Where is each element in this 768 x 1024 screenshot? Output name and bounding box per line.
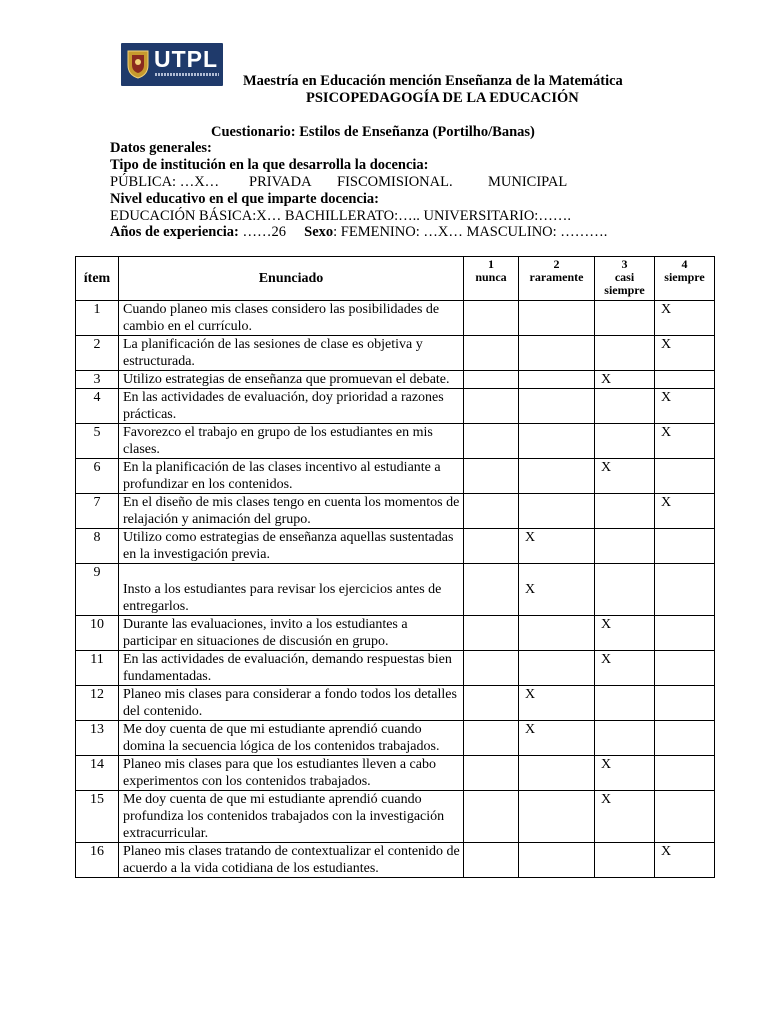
table-row bbox=[76, 371, 715, 389]
answer-cell-2 bbox=[519, 651, 595, 686]
item-number: 9 bbox=[76, 564, 119, 616]
header-col-4-number: 4 bbox=[681, 257, 688, 271]
header-col-4 bbox=[655, 257, 715, 301]
item-statement: Cuando planeo mis clases considero las posibilidades de cambio en el currículo. bbox=[119, 301, 464, 336]
answer-cell-4: X bbox=[655, 494, 715, 529]
sex-label: Sexo bbox=[304, 224, 334, 240]
header-course-title: PSICOPEDAGOGÍA DE LA EDUCACIÓN bbox=[306, 90, 579, 106]
item-number: 6 bbox=[76, 459, 119, 494]
answer-cell-3: X bbox=[595, 616, 655, 651]
answer-cell-1 bbox=[464, 389, 519, 424]
table-row bbox=[76, 389, 715, 424]
item-statement: Favorezco el trabajo en grupo de los estudiantes en mis clases. bbox=[119, 424, 464, 459]
answer-cell-1 bbox=[464, 564, 519, 616]
table-row bbox=[76, 424, 715, 459]
utpl-logo bbox=[121, 43, 223, 86]
item-number: 12 bbox=[76, 686, 119, 721]
header-item: ítem bbox=[76, 257, 119, 301]
answer-cell-4 bbox=[655, 371, 715, 389]
answer-cell-4: X bbox=[655, 424, 715, 459]
education-level-values: EDUCACIÓN BÁSICA:X… BACHILLERATO:….. UNIVERSITARIO:……. bbox=[110, 208, 571, 224]
institution-type-heading: Tipo de institución en la que desarrolla la docencia: bbox=[110, 157, 429, 173]
header-col-2-label: raramente bbox=[529, 270, 584, 284]
answer-cell-2 bbox=[519, 301, 595, 336]
answer-cell-1 bbox=[464, 616, 519, 651]
institution-privada: PRIVADA bbox=[249, 174, 312, 190]
answer-cell-3 bbox=[595, 843, 655, 878]
table-row bbox=[76, 651, 715, 686]
questionnaire-table bbox=[75, 256, 715, 878]
answer-cell-1 bbox=[464, 791, 519, 843]
answer-cell-4 bbox=[655, 459, 715, 494]
item-statement: En las actividades de evaluación, doy prioridad a razones prácticas. bbox=[119, 389, 464, 424]
answer-cell-4 bbox=[655, 651, 715, 686]
answer-cell-2 bbox=[519, 371, 595, 389]
answer-cell-3 bbox=[595, 424, 655, 459]
table-header-row bbox=[76, 257, 715, 301]
answer-cell-1 bbox=[464, 529, 519, 564]
item-number: 11 bbox=[76, 651, 119, 686]
item-statement: Me doy cuenta de que mi estudiante aprendió cuando profundiza los contenidos trabajados con la investigación extracurricular. bbox=[119, 791, 464, 843]
answer-cell-2 bbox=[519, 389, 595, 424]
experience-label: Años de experiencia: bbox=[110, 224, 239, 240]
answer-cell-4 bbox=[655, 756, 715, 791]
item-statement: Planeo mis clases para considerar a fondo todos los detalles del contenido. bbox=[119, 686, 464, 721]
answer-cell-3 bbox=[595, 721, 655, 756]
answer-cell-2: X bbox=[519, 686, 595, 721]
item-number: 14 bbox=[76, 756, 119, 791]
answer-cell-2: X bbox=[519, 564, 595, 616]
header-statement: Enunciado bbox=[119, 257, 464, 301]
item-number: 8 bbox=[76, 529, 119, 564]
item-number: 2 bbox=[76, 336, 119, 371]
answer-cell-3 bbox=[595, 389, 655, 424]
answer-cell-3 bbox=[595, 529, 655, 564]
general-data-heading: Datos generales: bbox=[110, 140, 212, 156]
answer-cell-4 bbox=[655, 721, 715, 756]
answer-cell-1 bbox=[464, 721, 519, 756]
answer-cell-3: X bbox=[595, 756, 655, 791]
logo-text: UTPL bbox=[154, 46, 219, 72]
header-col-3-number: 3 bbox=[621, 257, 628, 271]
item-statement: Planeo mis clases tratando de contextualizar el contenido de acuerdo a la vida cotidiana de los estudiantes. bbox=[119, 843, 464, 878]
answer-cell-1 bbox=[464, 371, 519, 389]
header-col-1-number: 1 bbox=[488, 257, 494, 271]
answer-cell-3 bbox=[595, 494, 655, 529]
answer-cell-2 bbox=[519, 616, 595, 651]
questionnaire-title: Cuestionario: Estilos de Enseñanza (Portilho/Banas) bbox=[211, 124, 535, 140]
table-row bbox=[76, 494, 715, 529]
answer-cell-1 bbox=[464, 424, 519, 459]
answer-cell-4: X bbox=[655, 336, 715, 371]
answer-cell-2 bbox=[519, 336, 595, 371]
item-statement: Utilizo estrategias de enseñanza que promuevan el debate. bbox=[119, 371, 464, 389]
answer-cell-1 bbox=[464, 686, 519, 721]
answer-cell-1 bbox=[464, 843, 519, 878]
answer-cell-2: X bbox=[519, 529, 595, 564]
item-number: 10 bbox=[76, 616, 119, 651]
experience-line bbox=[110, 224, 607, 241]
item-number: 3 bbox=[76, 371, 119, 389]
answer-cell-1 bbox=[464, 651, 519, 686]
header-col-3-label-2: siempre bbox=[604, 283, 645, 297]
answer-cell-2 bbox=[519, 843, 595, 878]
answer-cell-4: X bbox=[655, 843, 715, 878]
answer-cell-3 bbox=[595, 686, 655, 721]
answer-cell-1 bbox=[464, 494, 519, 529]
answer-cell-3 bbox=[595, 564, 655, 616]
item-number: 5 bbox=[76, 424, 119, 459]
answer-cell-2 bbox=[519, 459, 595, 494]
item-number: 1 bbox=[76, 301, 119, 336]
sex-values: : FEMENINO: …X… MASCULINO: ………. bbox=[333, 224, 608, 240]
item-number: 7 bbox=[76, 494, 119, 529]
answer-cell-4: X bbox=[655, 389, 715, 424]
answer-cell-3: X bbox=[595, 651, 655, 686]
header-col-4-label: siempre bbox=[664, 270, 705, 284]
table-row bbox=[76, 756, 715, 791]
table-row bbox=[76, 791, 715, 843]
answer-cell-2: X bbox=[519, 721, 595, 756]
answer-cell-2 bbox=[519, 424, 595, 459]
answer-cell-3: X bbox=[595, 371, 655, 389]
answer-cell-3 bbox=[595, 336, 655, 371]
item-statement: Durante las evaluaciones, invito a los estudiantes a participar en situaciones de discusión en grupo. bbox=[119, 616, 464, 651]
item-statement: La planificación de las sesiones de clase es objetiva y estructurada. bbox=[119, 336, 464, 371]
answer-cell-1 bbox=[464, 459, 519, 494]
table-row bbox=[76, 843, 715, 878]
header-col-1 bbox=[464, 257, 519, 301]
answer-cell-2 bbox=[519, 756, 595, 791]
item-number: 16 bbox=[76, 843, 119, 878]
item-statement: Utilizo como estrategias de enseñanza aquellas sustentadas en la investigación previa. bbox=[119, 529, 464, 564]
answer-cell-4 bbox=[655, 616, 715, 651]
table-row bbox=[76, 616, 715, 651]
answer-cell-4 bbox=[655, 686, 715, 721]
education-level-heading: Nivel educativo en el que imparte docencia: bbox=[110, 191, 380, 207]
answer-cell-3 bbox=[595, 301, 655, 336]
answer-cell-1 bbox=[464, 756, 519, 791]
table-row bbox=[76, 336, 715, 371]
header-col-1-label: nunca bbox=[475, 270, 507, 284]
item-statement: En el diseño de mis clases tengo en cuenta los momentos de relajación y animación del grupo. bbox=[119, 494, 464, 529]
header-program-title: Maestría en Educación mención Enseñanza de la Matemática bbox=[243, 73, 623, 89]
header-col-2-number: 2 bbox=[553, 257, 560, 271]
answer-cell-4 bbox=[655, 529, 715, 564]
header-col-3 bbox=[595, 257, 655, 301]
experience-value: ……26 bbox=[238, 224, 305, 240]
answer-cell-3: X bbox=[595, 459, 655, 494]
item-number: 13 bbox=[76, 721, 119, 756]
header-col-2 bbox=[519, 257, 595, 301]
logo-tagline-decoration bbox=[155, 73, 219, 76]
item-statement: Me doy cuenta de que mi estudiante aprendió cuando domina la secuencia lógica de los contenidos trabajados. bbox=[119, 721, 464, 756]
answer-cell-1 bbox=[464, 336, 519, 371]
answer-cell-3: X bbox=[595, 791, 655, 843]
table-row bbox=[76, 529, 715, 564]
table-row bbox=[76, 721, 715, 756]
institution-publica: PÚBLICA: …X… bbox=[110, 174, 220, 190]
institution-municipal: MUNICIPAL bbox=[488, 174, 568, 190]
table-row bbox=[76, 686, 715, 721]
item-statement: Insto a los estudiantes para revisar los ejercicios antes de entregarlos. bbox=[119, 564, 464, 616]
item-statement: En las actividades de evaluación, demando respuestas bien fundamentadas. bbox=[119, 651, 464, 686]
item-number: 15 bbox=[76, 791, 119, 843]
answer-cell-1 bbox=[464, 301, 519, 336]
answer-cell-4 bbox=[655, 791, 715, 843]
answer-cell-4: X bbox=[655, 301, 715, 336]
table-row bbox=[76, 459, 715, 494]
item-statement: Planeo mis clases para que los estudiantes lleven a cabo experimentos con los contenidos trabajados. bbox=[119, 756, 464, 791]
item-number: 4 bbox=[76, 389, 119, 424]
header-col-3-label-1: casi bbox=[614, 270, 635, 284]
answer-cell-4 bbox=[655, 564, 715, 616]
answer-cell-2 bbox=[519, 494, 595, 529]
table-row bbox=[76, 301, 715, 336]
answer-cell-2 bbox=[519, 791, 595, 843]
item-statement: En la planificación de las clases incentivo al estudiante a profundizar en los contenidos. bbox=[119, 459, 464, 494]
university-seal-icon bbox=[125, 48, 151, 80]
institution-fiscomisional: FISCOMISIONAL. bbox=[337, 174, 453, 190]
table-row bbox=[76, 564, 715, 616]
